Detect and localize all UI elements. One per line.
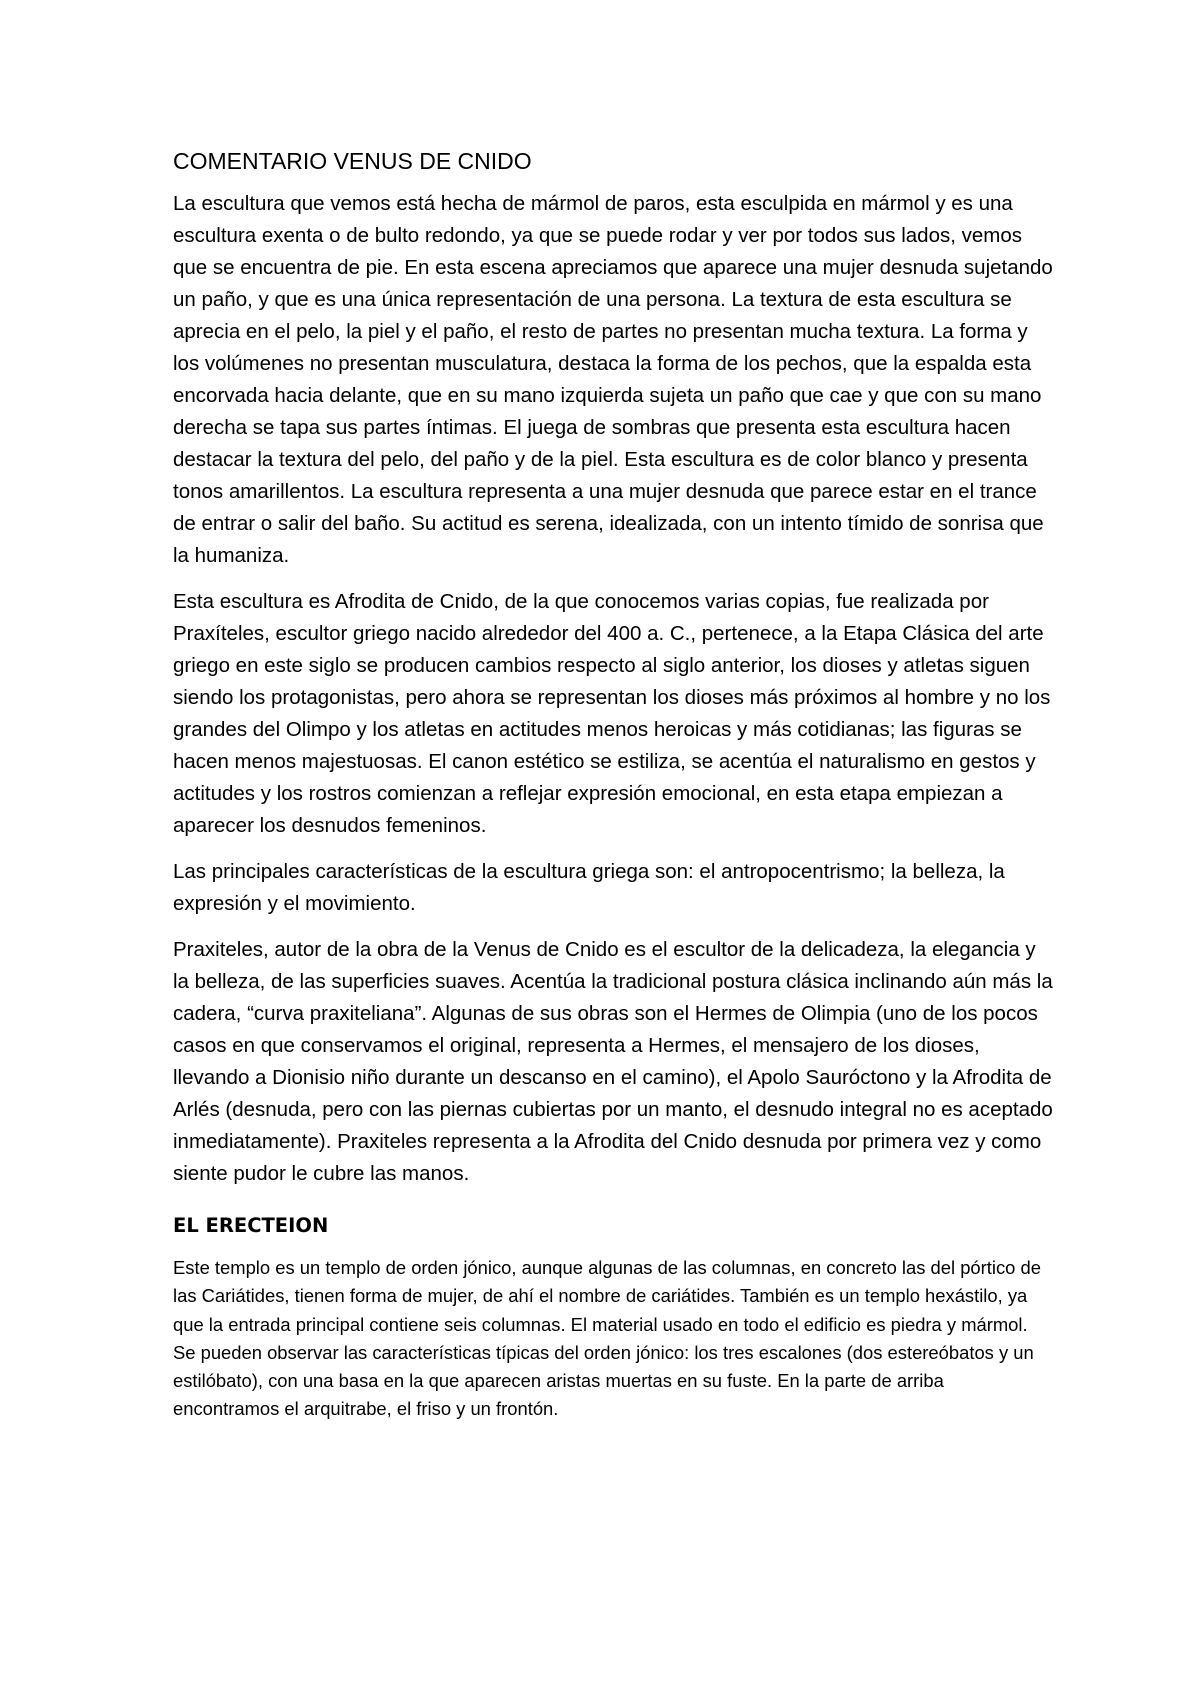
section-paragraph: Este templo es un templo de orden jónico, aunque algunas de las columnas, en concreto las del pórtico de las Cariátides, tienen forma de mujer, de ahí el nombre de cariátides. También es un templo hexástilo, ya que la entrada principal contiene seis columnas. El material usado en todo el edificio es piedra y mármol. Se pueden observar las características típicas del orden jónico: los tres escalones (dos estereóbatos y un estilóbato), con una basa en la que aparecen aristas muertas en su fuste. En la parte de arriba encontramos el arquitrabe, el friso y un frontón. — [173, 1257, 1041, 1420]
document-body — [173, 146, 1053, 1424]
paragraph-characteristics: Las principales características de la escultura griega son: el antropocentrismo; la belleza, la expresión y el movimiento. — [173, 860, 1005, 915]
section-heading: EL ERECTEION — [173, 1214, 329, 1237]
paragraph-description: La escultura que vemos está hecha de mármol de paros, esta esculpida en mármol y es una escultura exenta o de bulto redondo, ya que se puede rodar y ver por todos sus lados, vemos que se encuentra de pie. En esta escena apreciamos que aparece una mujer desnuda sujetando un paño, y que es una única representación de una persona. La textura de esta escultura se aprecia en el pelo, la piel y el paño, el resto de partes no presentan mucha textura. La forma y los volúmenes no presentan musculatura, destaca la forma de los pechos, que la espalda esta encorvada hacia delante, que en su mano izquierda sujeta un paño que cae y que con su mano derecha se tapa sus partes íntimas. El juega de sombras que presenta esta escultura hacen destacar la textura del pelo, del paño y de la piel. Esta escultura es de color blanco y presenta tonos amarillentos. La escultura representa a una mujer desnuda que parece estar en el trance de entrar o salir del baño. Su actitud es serena, idealizada, con un intento tímido de sonrisa que la humaniza. — [173, 192, 1053, 567]
paragraph-context: Esta escultura es Afrodita de Cnido, de la que conocemos varias copias, fue realizada por Praxíteles, escultor griego nacido alrededor del 400 a. C., pertenece, a la Etapa Clásica del arte griego en este siglo se producen cambios respecto al siglo anterior, los dioses y atletas siguen siendo los protagonistas, pero ahora se representan los dioses más próximos al hombre y no los grandes del Olimpo y los atletas en actitudes menos heroicas y más cotidianas; las figuras se hacen menos majestuosas. El canon estético se estiliza, se acentúa el naturalismo en gestos y actitudes y los rostros comienzan a reflejar expresión emocional, en esta etapa empiezan a aparecer los desnudos femeninos. — [173, 590, 1051, 837]
document-title: COMENTARIO VENUS DE CNIDO — [173, 148, 532, 174]
paragraph-author: Praxiteles, autor de la obra de la Venus de Cnido es el escultor de la delicadeza, la elegancia y la belleza, de las superficies suaves. Acentúa la tradicional postura clásica inclinando aún más la cadera, “curva praxiteliana”. Algunas de sus obras son el Hermes de Olimpia (uno de los pocos casos en que conservamos el original, representa a Hermes, el mensajero de los dioses, llevando a Dionisio niño durante un descanso en el camino), el Apolo Sauróctono y la Afrodita de Arlés (desnuda, pero con las piernas cubiertas por un manto, el desnudo integral no es aceptado inmediatamente). Praxiteles representa a la Afrodita del Cnido desnuda por primera vez y como siente pudor le cubre las manos. — [173, 938, 1053, 1185]
